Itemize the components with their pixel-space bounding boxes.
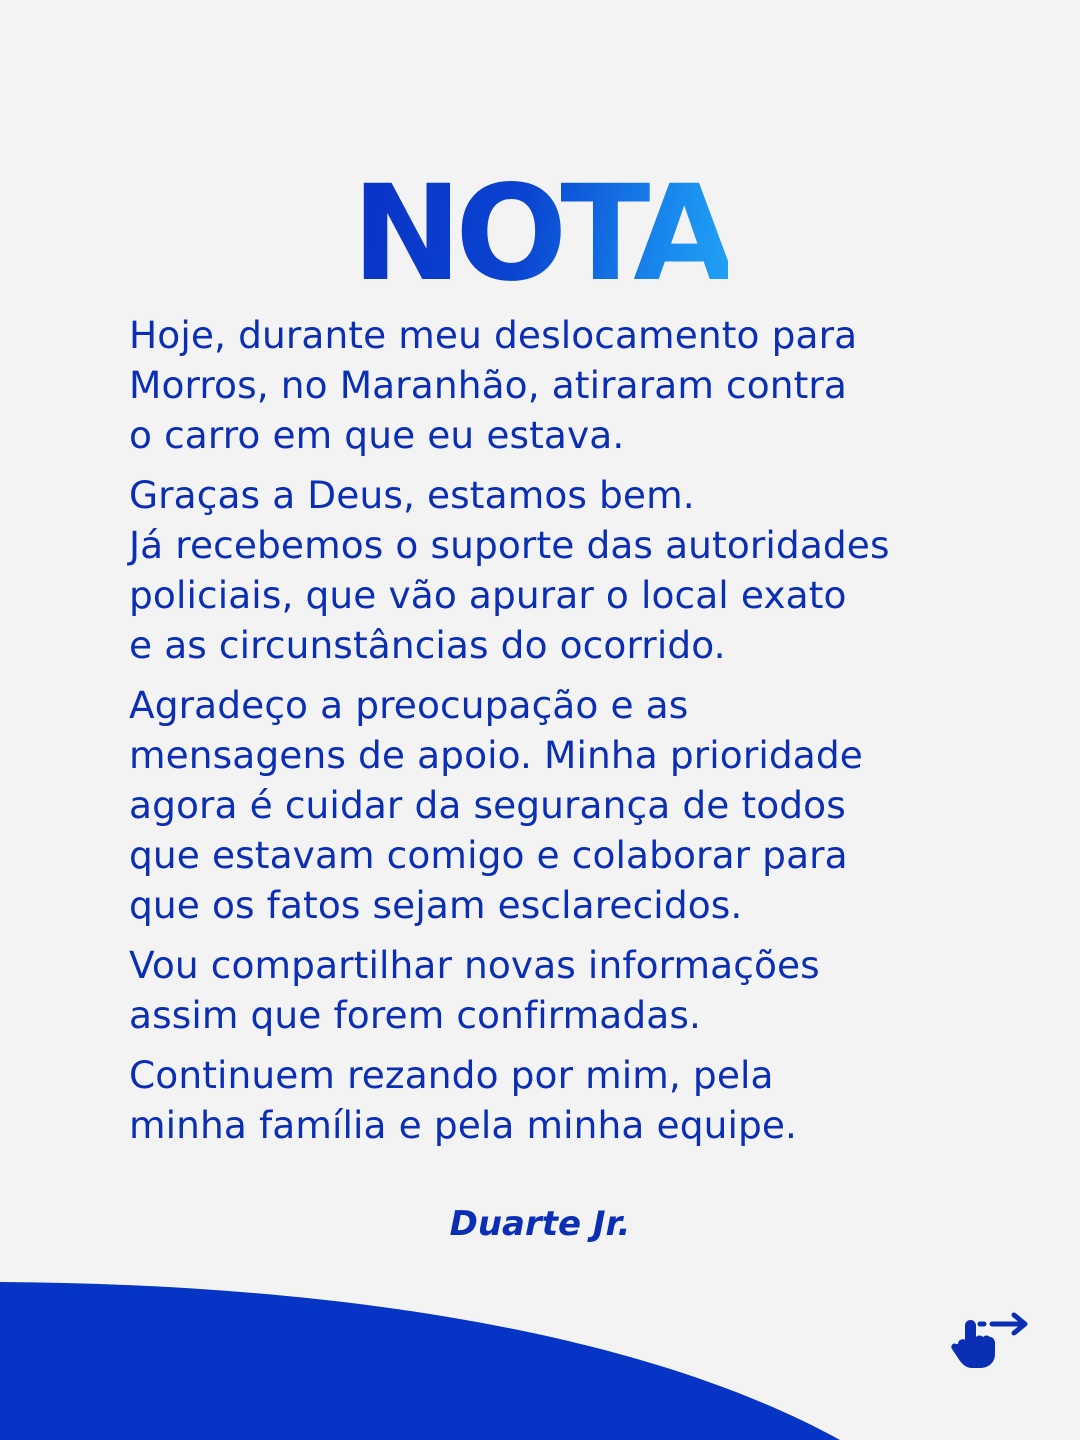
paragraph-line: Continuem rezando por mim, pela	[129, 1053, 774, 1097]
paragraph-line: que os fatos sejam esclarecidos.	[129, 883, 743, 927]
title-container	[0, 157, 1080, 311]
paragraph-line: mensagens de apoio. Minha prioridade	[129, 733, 863, 777]
paragraph-line: que estavam comigo e colaborar para	[129, 833, 848, 877]
paragraph-line: Morros, no Maranhão, atiraram contra	[129, 363, 848, 407]
paragraph-line: policiais, que vão apurar o local exato	[129, 573, 847, 617]
paragraph-4	[129, 940, 1009, 1040]
statement-body	[129, 310, 1009, 1160]
paragraph-line: agora é cuidar da segurança de todos	[129, 783, 846, 827]
paragraph-line: minha família e pela minha equipe.	[129, 1103, 798, 1147]
paragraph-3	[129, 680, 1009, 930]
page-title: NOTA	[351, 157, 729, 311]
swipe-right-hand-icon[interactable]	[940, 1300, 1040, 1370]
paragraph-line: Já recebemos o suporte das autoridades	[129, 523, 890, 567]
decorative-wave	[0, 1270, 1080, 1440]
paragraph-line: Agradeço a preocupação e as	[129, 683, 689, 727]
paragraph-5	[129, 1050, 1009, 1150]
paragraph-line: o carro em que eu estava.	[129, 413, 625, 457]
paragraph-line: e as circunstâncias do ocorrido.	[129, 623, 726, 667]
paragraph-1	[129, 310, 1009, 460]
paragraph-line: assim que forem confirmadas.	[129, 993, 702, 1037]
paragraph-line: Vou compartilhar novas informações	[129, 943, 820, 987]
signature: Duarte Jr.	[449, 1204, 631, 1244]
paragraph-2	[129, 470, 1009, 670]
paragraph-line: Graças a Deus, estamos bem.	[129, 473, 695, 517]
paragraph-line: Hoje, durante meu deslocamento para	[129, 313, 858, 357]
